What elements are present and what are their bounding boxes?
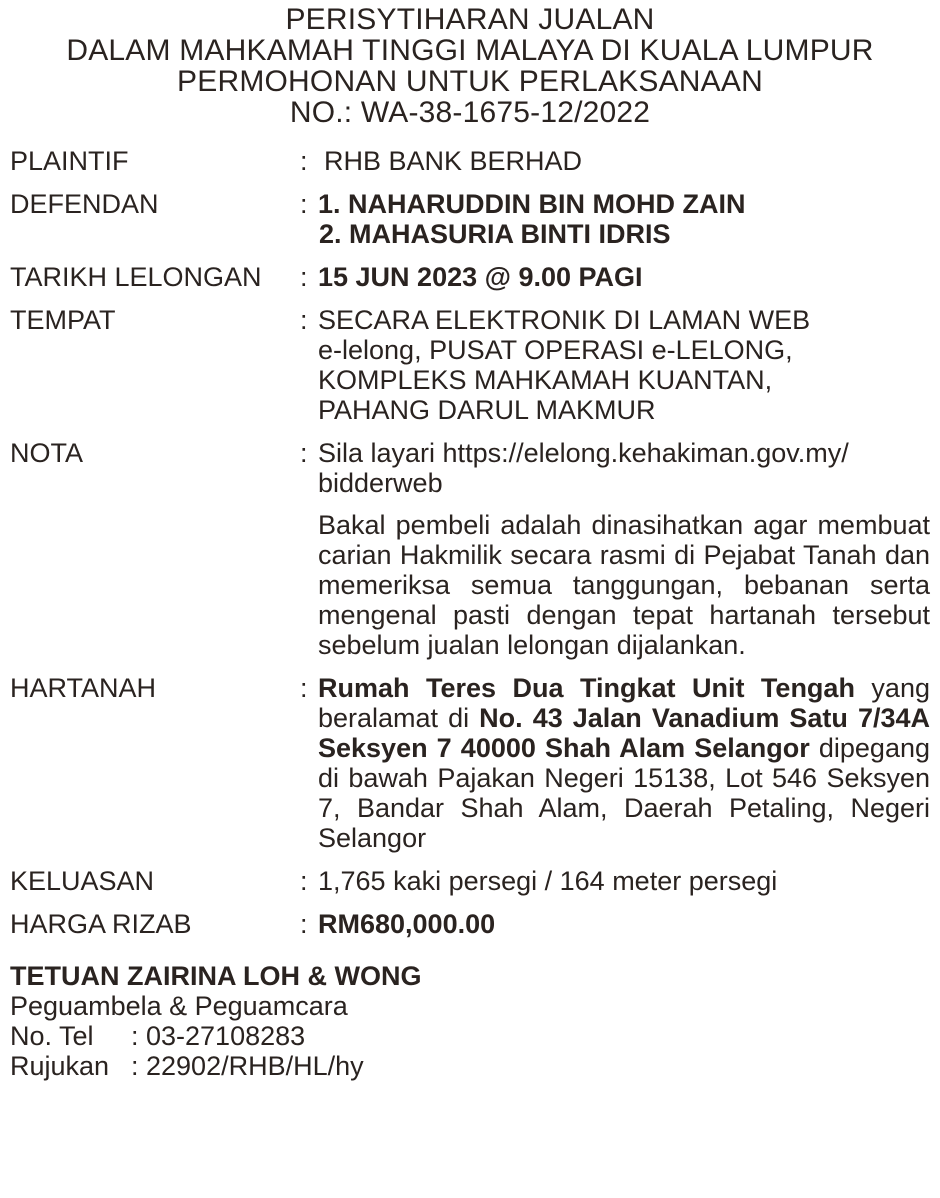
reference-value: : 22902/RHB/HL/hy bbox=[131, 1051, 364, 1081]
row-plaintif bbox=[10, 146, 930, 176]
tempat-line-3: KOMPLEKS MAHKAMAH KUANTAN, bbox=[318, 365, 773, 395]
defendan-2: 2. MAHASURIA BINTI IDRIS bbox=[319, 219, 671, 249]
nota-advisory: Bakal pembeli adalah dinasihatkan agar membuat carian Hakmilik secara rasmi di Pejabat Tanah dan memeriksa semua tanggungan, bebanan serta mengenal pasti dengan tepat hartanah tersebut sebelum jualan lelongan dijalankan. bbox=[318, 510, 930, 660]
row-tempat bbox=[10, 305, 930, 425]
tempat-value bbox=[318, 305, 930, 425]
firm-name: TETUAN ZAIRINA LOH & WONG bbox=[10, 961, 422, 991]
colon: : bbox=[300, 438, 308, 468]
header-case-number: NO.: WA-38-1675-12/2022 bbox=[289, 96, 651, 129]
header-application: PERMOHONAN UNTUK PERLAKSANAAN bbox=[177, 65, 763, 98]
tempat-label: TEMPAT bbox=[10, 305, 116, 335]
row-keluasan bbox=[10, 866, 930, 896]
telephone-label: No. Tel bbox=[10, 1021, 94, 1051]
row-nota bbox=[10, 438, 930, 660]
colon: : bbox=[300, 305, 308, 335]
colon: : bbox=[300, 189, 308, 219]
solicitor-block bbox=[10, 961, 930, 1081]
nota-label: NOTA bbox=[10, 438, 83, 468]
telephone-row bbox=[10, 1021, 930, 1051]
defendan-value bbox=[318, 189, 930, 249]
row-hartanah bbox=[10, 673, 930, 853]
reference-label: Rujukan bbox=[10, 1051, 110, 1081]
plaintif-label: PLAINTIF bbox=[10, 146, 129, 176]
keluasan-label: KELUASAN bbox=[10, 866, 155, 896]
nota-website-line-2: bidderweb bbox=[318, 468, 443, 498]
colon: : bbox=[300, 866, 308, 896]
tempat-line-2: e-lelong, PUSAT OPERASI e-LELONG, bbox=[318, 335, 793, 365]
colon: : bbox=[300, 673, 308, 703]
tarikh-value: 15 JUN 2023 @ 9.00 PAGI bbox=[318, 262, 643, 292]
hartanah-title-details: dipegang di bawah Pajakan Negeri 15138, Lot 546 Seksyen 7, Bandar Shah Alam, Daerah Petaling, Negeri Selangor bbox=[318, 733, 930, 853]
tempat-line-1: SECARA ELEKTRONIK DI LAMAN WEB bbox=[318, 305, 811, 335]
hartanah-value bbox=[318, 673, 930, 853]
notice-details bbox=[10, 146, 930, 939]
hartanah-property-type: Rumah Teres Dua Tingkat Unit Tengah bbox=[318, 673, 855, 703]
defendan-label: DEFENDAN bbox=[10, 189, 159, 219]
harga-value: RM680,000.00 bbox=[318, 909, 496, 939]
reference-row bbox=[10, 1051, 930, 1081]
notice-header bbox=[10, 4, 930, 128]
colon: : bbox=[300, 262, 308, 292]
tarikh-label: TARIKH LELONGAN bbox=[10, 262, 262, 292]
telephone-value: : 03-27108283 bbox=[131, 1021, 306, 1051]
row-defendan bbox=[10, 189, 930, 249]
header-court: DALAM MAHKAMAH TINGGI MALAYA DI KUALA LUMPUR bbox=[66, 34, 874, 67]
nota-value bbox=[318, 438, 930, 660]
plaintif-value: RHB BANK BERHAD bbox=[324, 146, 583, 176]
nota-website-line-1: Sila layari https://elelong.kehakiman.gov.my/ bbox=[318, 438, 849, 468]
row-harga-rizab bbox=[10, 909, 930, 939]
keluasan-value: 1,765 kaki persegi / 164 meter persegi bbox=[318, 866, 778, 896]
hartanah-label: HARTANAH bbox=[10, 673, 157, 703]
defendan-1: 1. NAHARUDDIN BIN MOHD ZAIN bbox=[318, 189, 746, 219]
harga-label: HARGA RIZAB bbox=[10, 909, 192, 939]
firm-role: Peguambela & Peguamcara bbox=[10, 991, 348, 1021]
colon: : bbox=[300, 146, 308, 176]
hartanah-connector: yang beralamat di bbox=[318, 673, 930, 733]
header-title: PERISYTIHARAN JUALAN bbox=[285, 3, 655, 36]
row-tarikh-lelongan bbox=[10, 262, 930, 292]
colon: : bbox=[300, 909, 308, 939]
tempat-line-4: PAHANG DARUL MAKMUR bbox=[318, 395, 656, 425]
hartanah-address: No. 43 Jalan Vanadium Satu 7/34A Seksyen 7 40000 Shah Alam Selangor bbox=[318, 703, 930, 763]
